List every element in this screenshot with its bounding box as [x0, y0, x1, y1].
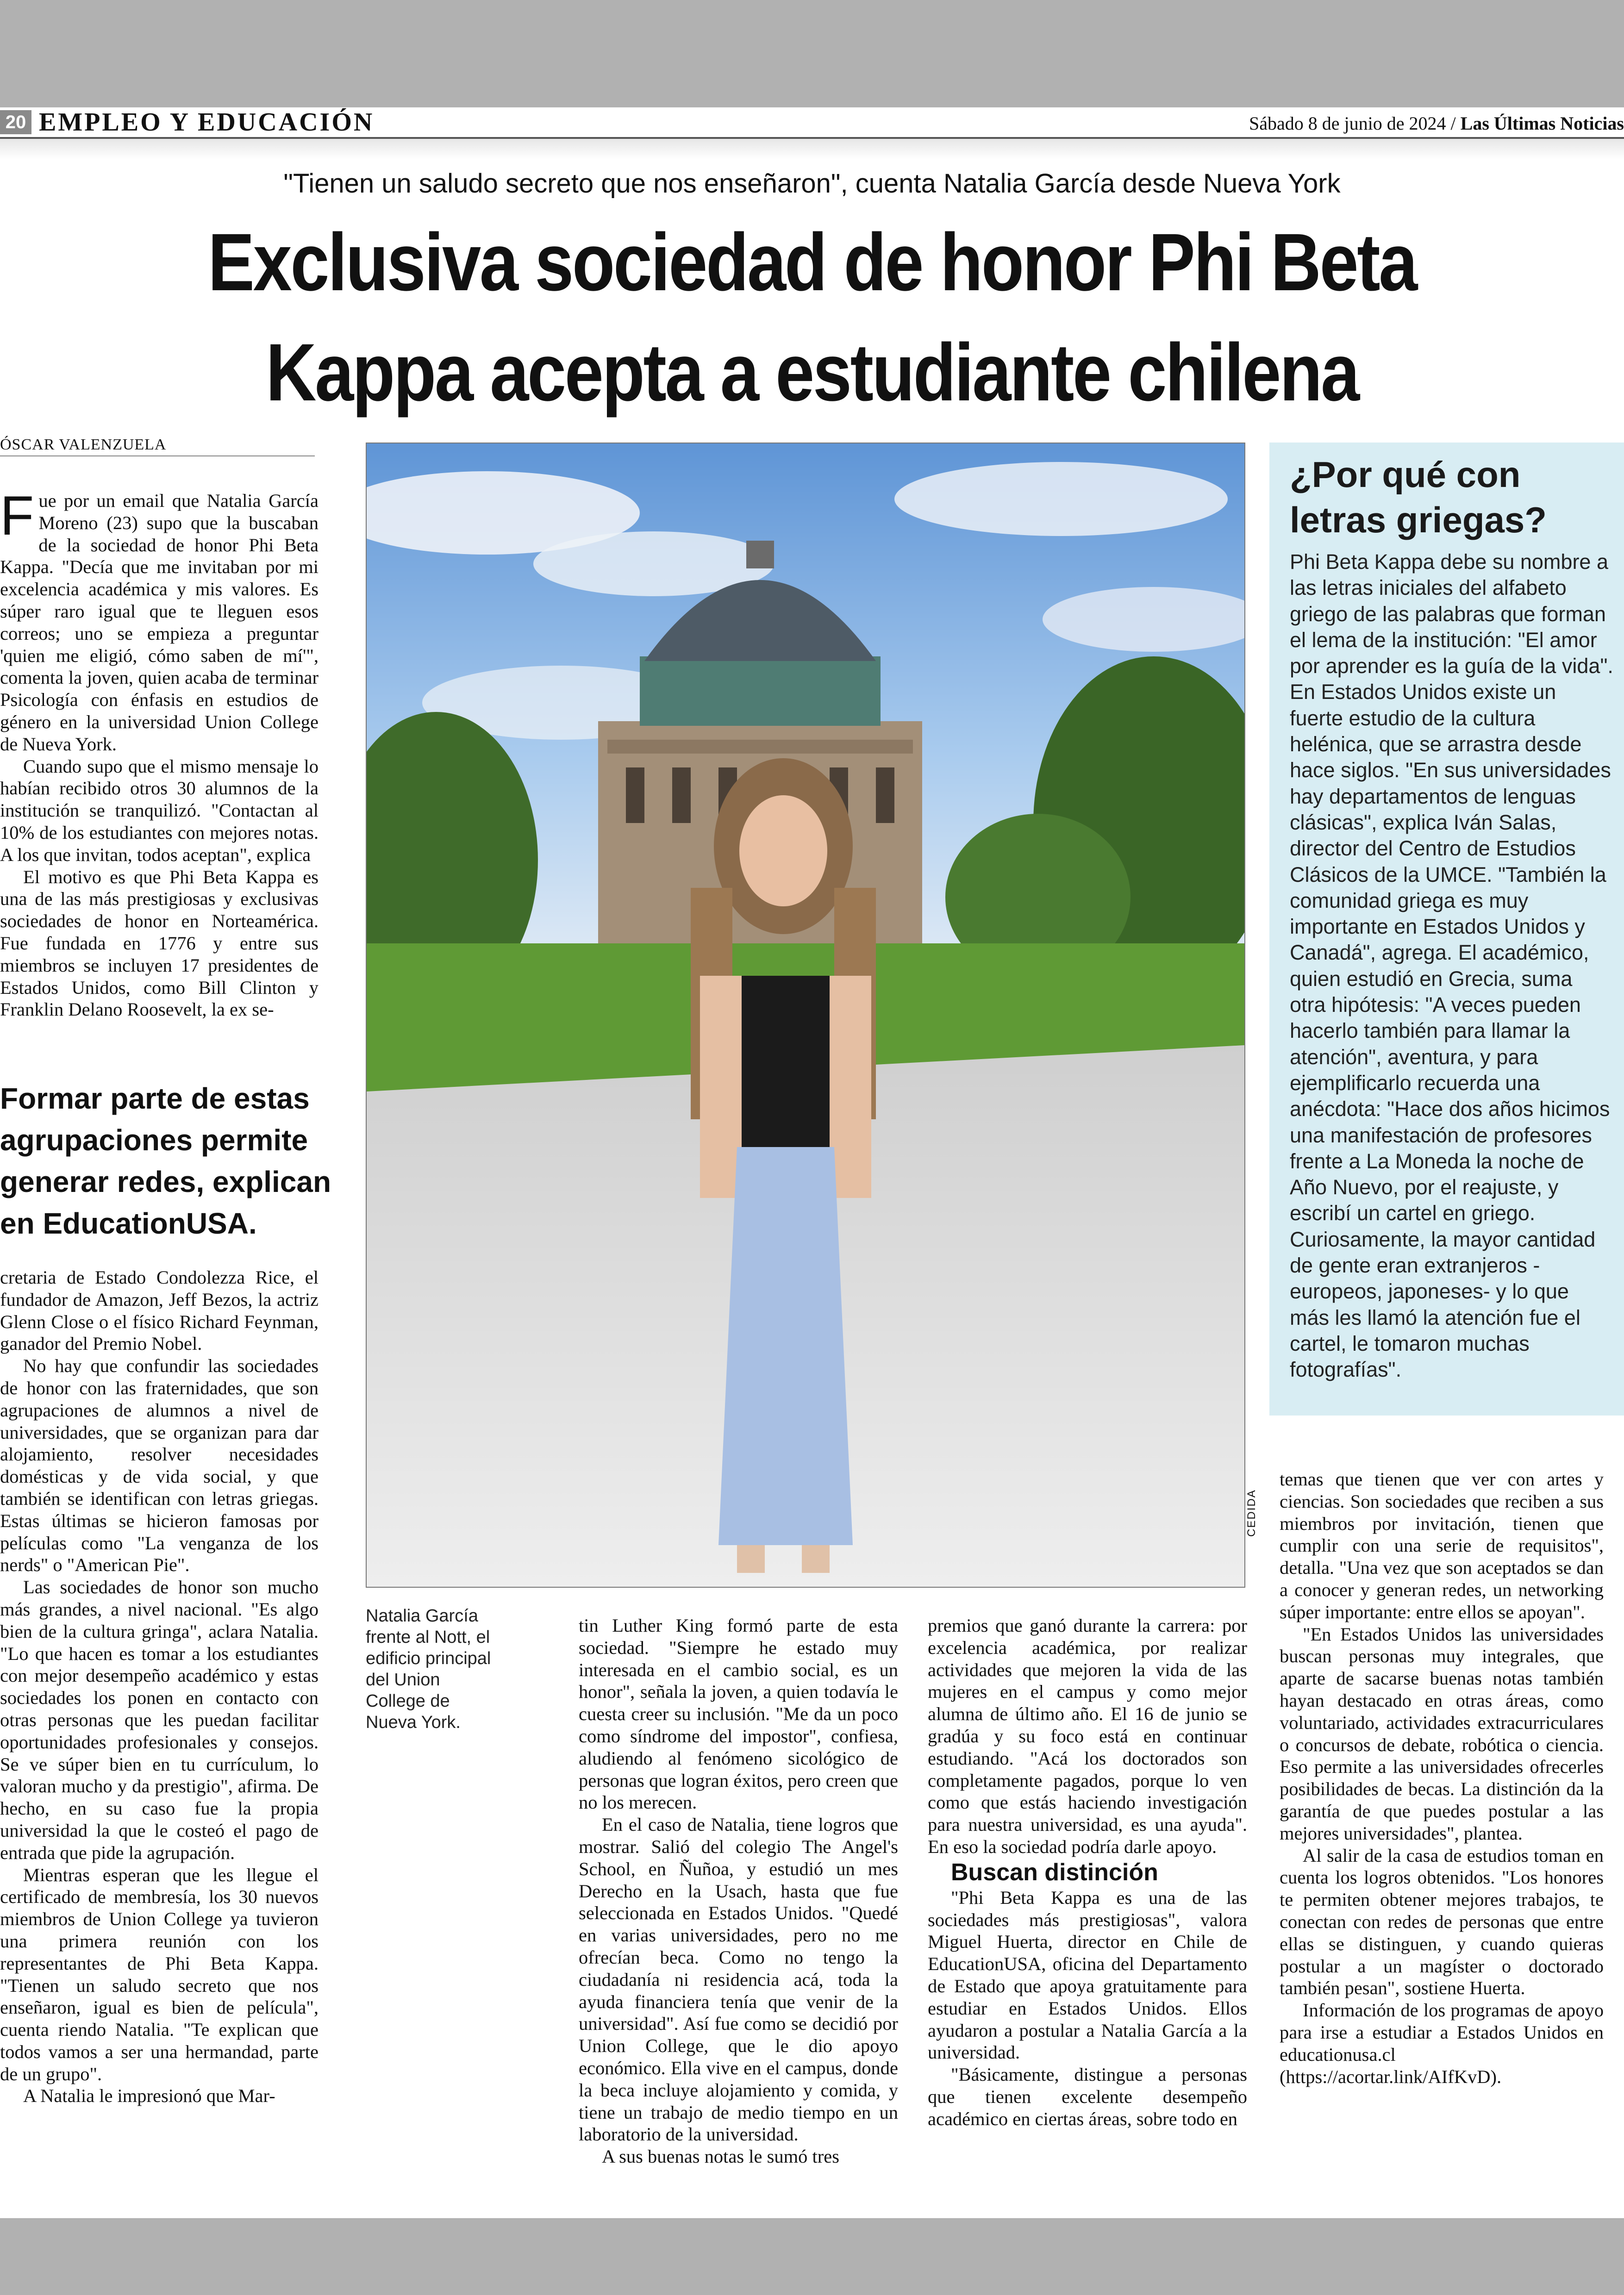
paragraph: Las sociedades de honor son mucho más grandes, a nivel nacional. "Es algo bien de la cultura gringa", aclara Natalia. "Lo que hacen es tomar a los estudiantes con mejor desempeño académico y estas sociedades los ponen en contacto con otras personas que les puedan facilitar oportunidades profesionales y consejos. Se ve súper bien en tu currículum, lo valoran mucho y da prestigio", afirma. De hecho, en su caso fue la propia universidad la que le costeó el pago de entrada que pide la agrupación.: [0, 1577, 319, 1863]
paragraph: "Phi Beta Kappa es una de las sociedades más prestigiosas", valora Miguel Huerta, director en Chile de EducationUSA, oficina del Departamento de Estado que apoya gratuitamente para estudiar en Estados Unidos. Ellos ayudaron a postular a Natalia García a la universidad.: [928, 1887, 1247, 2063]
sidebar-title: ¿Por qué con letras griegas?: [1290, 454, 1547, 540]
paragraph: "Básicamente, distingue a personas que tienen excelente desempeño académico en ciertas áreas, sobre todo en: [928, 2064, 1247, 2129]
paragraph: A Natalia le impresionó que Mar-: [23, 2085, 275, 2107]
article-photo: [366, 443, 1245, 1588]
paragraph: En el caso de Natalia, tiene logros que mostrar. Salió del colegio The Angel's School, en Ñuñoa, y estudió un mes Derecho en la Usach, hasta que fue seleccionada en Estados Unidos. "Quedé en varias universidades, pero no me ofrecían beca. Como no tengo la ciudadanía ni residencia acá, toda la ayuda financiera tenía que venir de la universidad". Así fue como se decidió por Union College, que le dio apoyo económico. Ella vive en el campus, donde la beca incluye alojamiento y comida, y tiene un trabajo de medio tiempo en un laboratorio de la universidad.: [579, 1814, 898, 2145]
article-column-1-top: [0, 490, 319, 1064]
headline-line-1: Exclusiva sociedad de honor Phi Beta: [208, 217, 1416, 308]
date-separator: /: [1446, 113, 1461, 134]
section-name: EMPLEO Y EDUCACIÓN: [39, 108, 375, 137]
top-margin-band: [0, 0, 1624, 107]
date-text: Sábado 8 de junio de 2024: [1249, 113, 1446, 134]
paragraph: Mientras esperan que les llegue el certificado de membresía, los 30 nuevos miembros de Union College ya tuvieron una primera reunión con los representantes de Phi Beta Kappa. "Tienen un saludo secreto que nos enseñaron, igual es bien de película", cuenta riendo Natalia. "Te explican que todos vamos a ser una hermandad, parte de un grupo".: [0, 1864, 319, 2084]
article-column-2: [579, 1615, 898, 2189]
paragraph: premios que ganó durante la carrera: por excelencia académica, por realizar actividades que mejoren la vida de las mujeres en el campus y como mejor alumna de último año. El 16 de junio se gradúa y su foco está en continuar estudiando. "Acá los doctorados son completamente pagados, porque lo ven como que estás haciendo investigación para nuestra universidad, es una ayuda". En eso la sociedad podría darle apoyo.: [928, 1615, 1247, 1857]
photo-illustration: [367, 443, 1244, 1587]
bottom-margin-band: [0, 2218, 1624, 2295]
paragraph: A sus buenas notas le sumó tres: [602, 2146, 839, 2167]
article-column-3: [928, 1615, 1247, 2189]
sidebar-box: [1269, 443, 1624, 1416]
drop-cap: F: [0, 490, 34, 547]
paragraph: tin Luther King formó parte de esta sociedad. "Siempre he estado muy interesada en el cambio social, es un honor", señala la joven, a quien todavía le cuesta creer su inclusión. "Me da un poco como síndrome del impostor", confiesa, aludiendo al fenómeno sicológico de personas que logran éxitos, pero creen que no los merecen.: [579, 1615, 898, 1813]
publication-name: Las Últimas Noticias: [1460, 113, 1624, 134]
byline: ÓSCAR VALENZUELA: [0, 435, 315, 456]
headline-line-2: Kappa acepta a estudiante chilena: [266, 327, 1358, 418]
paragraph-text: ue por un email que Natalia García Moreno (23) supo que la buscaban de la sociedad de honor Phi Beta Kappa. "Decía que me invitaban por mi excelencia académica y mis valores. Es súper raro igual que te lleguen esos correos; uno se empieza a preguntar 'quien me eligió, cómo saben de mí'", comenta la joven, quien acaba de terminar Psicología con énfasis en estudios de género en la universidad Union College de Nueva York.: [0, 490, 319, 755]
paragraph: El motivo es que Phi Beta Kappa es una de las más prestigiosas y exclusivas sociedades de honor en Norteamérica. Fue fundada en 1776 y entre sus miembros se incluyen 17 presidentes de Estados Unidos, como Bill Clinton y Franklin Delano Roosevelt, la ex se-: [0, 866, 319, 1020]
issue-date: [1249, 112, 1624, 135]
article-column-1-bottom: [0, 1266, 319, 2174]
paragraph: Al salir de la casa de estudios toman en cuenta los logros obtenidos. "Los honores te permiten obtener mejores trabajos, te conectan con redes de personas que entre ellas se distinguen, y cuando quieras postular a un magíster o doctorado también pesan", sostiene Huerta.: [1280, 1845, 1604, 1999]
paragraph-lead: [0, 490, 319, 755]
pull-quote: Formar parte de estas agrupaciones permite generar redes, explican en EducationUSA.: [0, 1082, 331, 1240]
paragraph: cretaria de Estado Condolezza Rice, el fundador de Amazon, Jeff Bezos, la actriz Glenn Close o el físico Richard Feynman, ganador del Premio Nobel.: [0, 1267, 319, 1354]
sidebar-body: [1290, 549, 1614, 1383]
subhead: Buscan distinción: [951, 1858, 1158, 1886]
photo-credit: CEDIDA: [1245, 1489, 1258, 1537]
paragraph: Información de los programas de apoyo para irse a estudiar a Estados Unidos en educationusa.cl (https://acortar.link/AIfKvD).: [1280, 2000, 1604, 2087]
article-column-4: [1280, 1468, 1604, 2190]
page-header: [0, 107, 1624, 137]
paragraph: temas que tienen que ver con artes y ciencias. Son sociedades que reciben a sus miembros por invitación, tienen que cumplir con una serie de requisitos", detalla. "Una vez que son aceptados se dan a conocer y generan redes, un networking súper importante: entre ellos se apoyan".: [1280, 1469, 1604, 1622]
photo-caption: Natalia García frente al Nott, el edificio principal del Union College de Nueva York.: [366, 1606, 491, 1732]
paragraph: Cuando supo que el mismo mensaje lo habían recibido otros 30 alumnos de la institución se tranquilizó. "Contactan al 10% de los estudiantes con mejores notas. A los que invitan, todos aceptan", explica: [0, 755, 319, 865]
header-shadow: [0, 139, 1624, 159]
article-kicker: "Tienen un saludo secreto que nos enseñaron", cuenta Natalia García desde Nueva York: [283, 168, 1341, 199]
page-number: 20: [0, 110, 31, 134]
paragraph: No hay que confundir las sociedades de honor con las fraternidades, que son agrupaciones de alumnos a nivel de universidades, que se organizan para dar alojamiento, resolver necesidades domésticas y de vida social, y que también se identifican con letras griegas. Estas últimas se hicieron famosas por películas como "La venganza de los nerds" o "American Pie".: [0, 1355, 319, 1576]
article-headline: [130, 207, 1494, 428]
paragraph: "En Estados Unidos las universidades buscan personas muy integrales, que aparte de sacarse buenas notas también hayan destacado en otras áreas, como voluntariado, actividades extracurriculares o concursos de debate, robótica o ciencia. Eso permite a las universidades ofrecerles posibilidades de becas. La distinción da la garantía de que puedes postular a las mejores universidades", plantea.: [1280, 1623, 1604, 1844]
sidebar-paragraph: Phi Beta Kappa debe su nombre a las letras iniciales del alfabeto griego de las palabras que forman el lema de la institución: "El amor por aprender es la guía de la vida". En Estados Unidos existe un fuerte estudio de la cultura helénica, que se arrastra desde hace siglos. "En sus universidades hay departamentos de lenguas clásicas", explica Iván Salas, director del Centro de Estudios Clásicos de la UMCE. "También la comunidad griega es muy importante en Estados Unidos y Canadá", agrega. El académico, quien estudió en Grecia, suma otra hipótesis: "A veces pueden hacerlo también para llamar la atención", aventura, y para ejemplificarlo recuerda una anécdota: "Hace dos años hicimos una manifestación de profesores frente a La Moneda la noche de Año Nuevo, por el reajuste, y escribí un cartel en griego. Curiosamente, la mayor cantidad de gente eran extranjeros -europeos, japoneses- y lo que más les llamó la atención fue el cartel, le tomaron muchas fotografías".: [1290, 550, 1613, 1382]
